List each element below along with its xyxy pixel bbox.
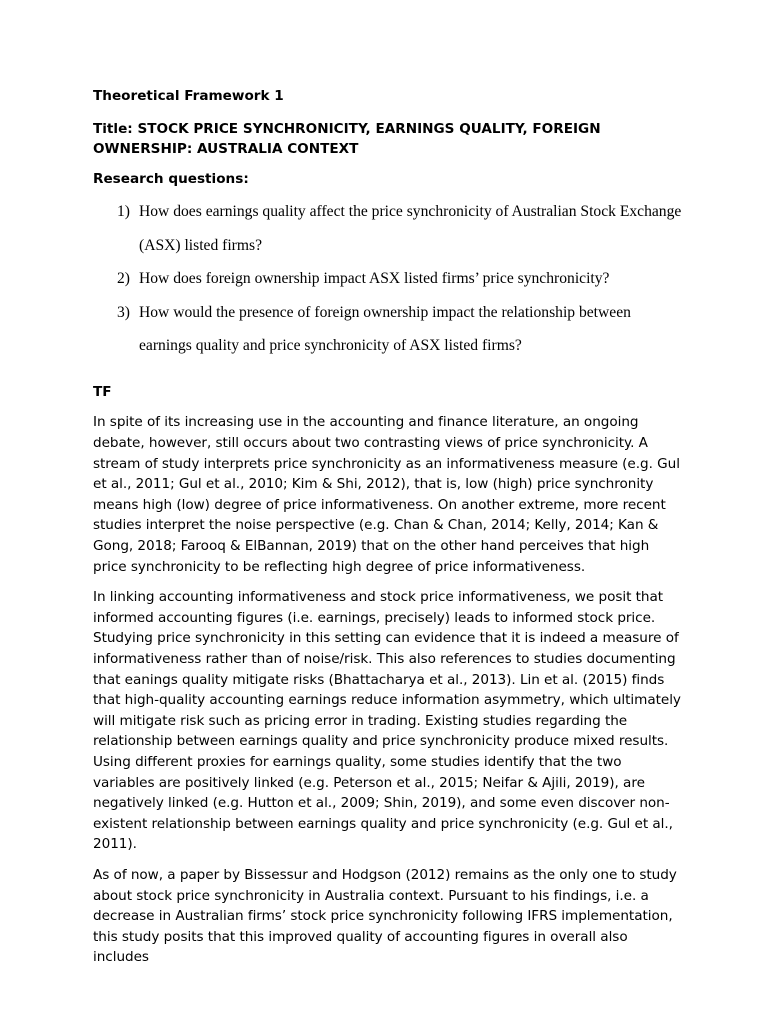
body-paragraph: In linking accounting informativeness and stock price informativeness, we posit that informed accounting figures (i.e. earnings, precisely) leads to informed stock price. Studying price synchronicity in this setting can evidence that it is indeed a measure of informativeness rather than of noise/risk. This also references to studies documenting that eanings quality mitigate risks (Bhattacharya et al., 2013). Lin et al. (2015) finds that high-quality accounting earnings reduce information asymmetry, which ultimately will mitigate risk such as pricing error in trading. Existing studies regarding the relationship between earnings quality and price synchronicity produce mixed results. Using different proxies for earnings quality, some studies identify that the two variables are positively linked (e.g. Peterson et al., 2015; Neifar & Ajili, 2019), are negatively linked (e.g. Hutton et al., 2009; Shin, 2019), and some even discover non-existent relationship between earnings quality and price synchronicity (e.g. Gul et al., 2011). [93, 589, 681, 853]
question-text: How does foreign ownership impact ASX listed firms’ price synchronicity? [139, 270, 610, 288]
document-title: Title: STOCK PRICE SYNCHRONICITY, EARNINGS QUALITY, FOREIGN OWNERSHIP: AUSTRALIA CONTEXT [93, 120, 601, 158]
question-text: How would the presence of foreign ownership impact the relationship between earnings quality and price synchronicity of ASX listed firms? [139, 303, 631, 355]
question-text: How does earnings quality affect the price synchronicity of Australian Stock Exchange (ASX) listed firms? [139, 203, 682, 254]
question-number: 2) [117, 270, 130, 288]
research-question-item [93, 296, 683, 363]
question-number: 3) [117, 303, 130, 321]
document-page [93, 86, 683, 978]
question-number: 1) [117, 203, 130, 221]
research-question-item [93, 195, 683, 262]
framework-heading: Theoretical Framework 1 [93, 88, 284, 104]
body-paragraph: As of now, a paper by Bissessur and Hodgson (2012) remains as the only one to study about stock price synchronicity in Australia context. Pursuant to his findings, i.e. a decrease in Australian firms’ stock price synchronicity following IFRS implementation, this study posits that this improved quality of accounting figures in overall also includes [93, 866, 677, 966]
research-question-item [93, 262, 683, 296]
body-paragraph: In spite of its increasing use in the accounting and finance literature, an ongoing debate, however, still occurs about two contrasting views of price synchronicity. A stream of study interprets price synchronicity as an informativeness measure (e.g. Gul et al., 2011; Gul et al., 2010; Kim & Shi, 2012), that is, low (high) price synchronity means high (low) degree of price informativeness. On another extreme, more recent studies interpret the noise perspective (e.g. Chan & Chan, 2014; Kelly, 2014; Kan & Gong, 2018; Farooq & ElBannan, 2019) that on the other hand perceives that high price synchronicity to be reflecting high degree of price informativeness. [93, 414, 680, 575]
tf-heading: TF [93, 383, 112, 400]
research-questions-heading: Research questions: [93, 170, 249, 187]
research-questions-list [93, 195, 683, 363]
